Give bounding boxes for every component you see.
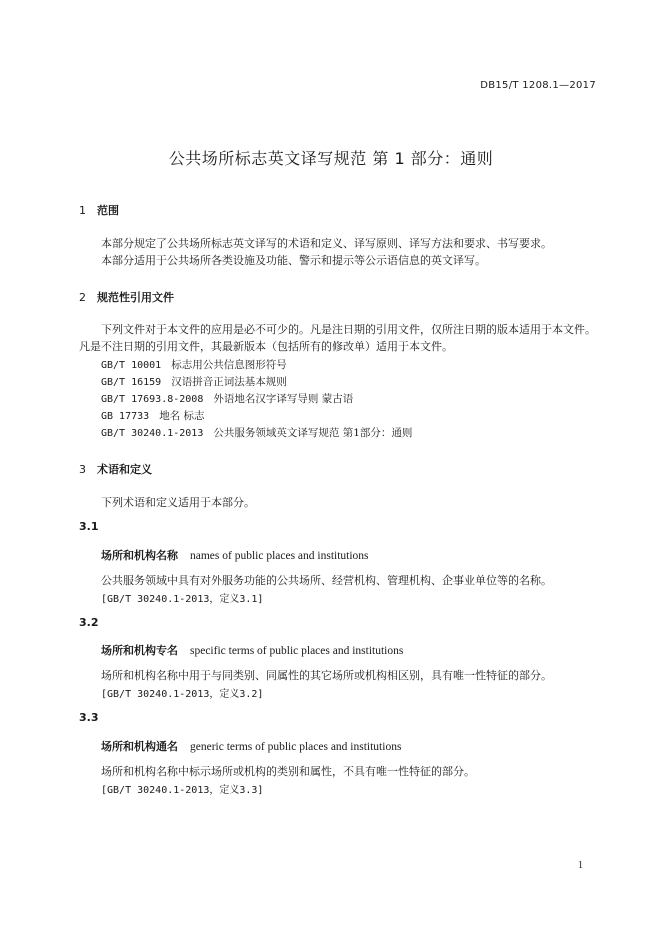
document-title: 公共场所标志英文译写规范 第 1 部分：通则 [168, 149, 494, 168]
section-title: 术语和定义 [97, 463, 152, 476]
section-heading [79, 289, 174, 305]
reference-item [101, 357, 287, 372]
term-source: [GB/T 30240.1-2013，定义3.3] [101, 785, 264, 796]
reference-item [101, 374, 287, 389]
reference-title: 标志用公共信息图形符号 [171, 359, 287, 371]
section-heading [79, 202, 119, 218]
section-title: 规范性引用文件 [97, 291, 174, 304]
page-number: 1 [578, 860, 583, 871]
section-title: 范围 [97, 204, 119, 217]
reference-title: 公共服务领域英文译写规范 第1部分：通则 [213, 427, 413, 439]
term-en: generic terms of public places and institutions [190, 741, 402, 753]
reference-title: 汉语拼音正词法基本规则 [171, 376, 287, 388]
term-entry [101, 738, 401, 754]
reference-item [101, 391, 353, 406]
reference-code: GB/T 16159 [101, 377, 162, 388]
section-heading [79, 461, 152, 477]
reference-title: 地名 标志 [159, 410, 205, 422]
reference-item [101, 408, 205, 423]
term-en: names of public places and institutions [190, 550, 369, 562]
section-number: 2 [79, 291, 86, 304]
reference-title: 外语地名汉字译写导则 蒙古语 [213, 393, 354, 405]
standard-code: DB15/T 1208.1—2017 [480, 80, 596, 91]
paragraph: 本部分适用于公共场所各类设施及功能、警示和提示等公示语信息的英文译写。 [101, 254, 486, 267]
reference-code: GB/T 30240.1-2013 [101, 428, 204, 439]
paragraph: 下列术语和定义适用于本部分。 [101, 496, 255, 509]
clause-number: 3.1 [79, 520, 99, 533]
term-definition: 场所和机构名称中标示场所或机构的类别和属性，不具有唯一性特征的部分。 [101, 765, 475, 778]
term-definition: 场所和机构名称中用于与同类别、同属性的其它场所或机构相区别，具有唯一性特征的部分。 [101, 669, 552, 682]
term-source: [GB/T 30240.1-2013，定义3.1] [101, 594, 264, 605]
term-zh: 场所和机构名称 [101, 549, 178, 562]
clause-number: 3.2 [79, 616, 99, 629]
term-zh: 场所和机构专名 [101, 644, 178, 657]
reference-item [101, 425, 412, 440]
term-zh: 场所和机构通名 [101, 740, 178, 753]
section-number: 1 [79, 204, 86, 217]
reference-code: GB/T 10001 [101, 360, 162, 371]
term-entry [101, 642, 403, 658]
term-entry [101, 547, 369, 563]
term-en: specific terms of public places and institutions [190, 645, 404, 657]
clause-number: 3.3 [79, 711, 99, 724]
section-number: 3 [79, 463, 86, 476]
paragraph: 下列文件对于本文件的应用是必不可少的。凡是注日期的引用文件，仅所注日期的版本适用于本文件。凡是不注日期的引用文件，其最新版本（包括所有的修改单）适用于本文件。 [79, 323, 596, 353]
reference-code: GB 17733 [101, 411, 150, 422]
paragraph: 本部分规定了公共场所标志英文译写的术语和定义、译写原则、译写方法和要求、书写要求。 [101, 237, 552, 250]
term-definition: 公共服务领域中具有对外服务功能的公共场所、经营机构、管理机构、企事业单位等的名称。 [101, 574, 552, 587]
term-source: [GB/T 30240.1-2013，定义3.2] [101, 689, 264, 700]
reference-code: GB/T 17693.8-2008 [101, 394, 204, 405]
